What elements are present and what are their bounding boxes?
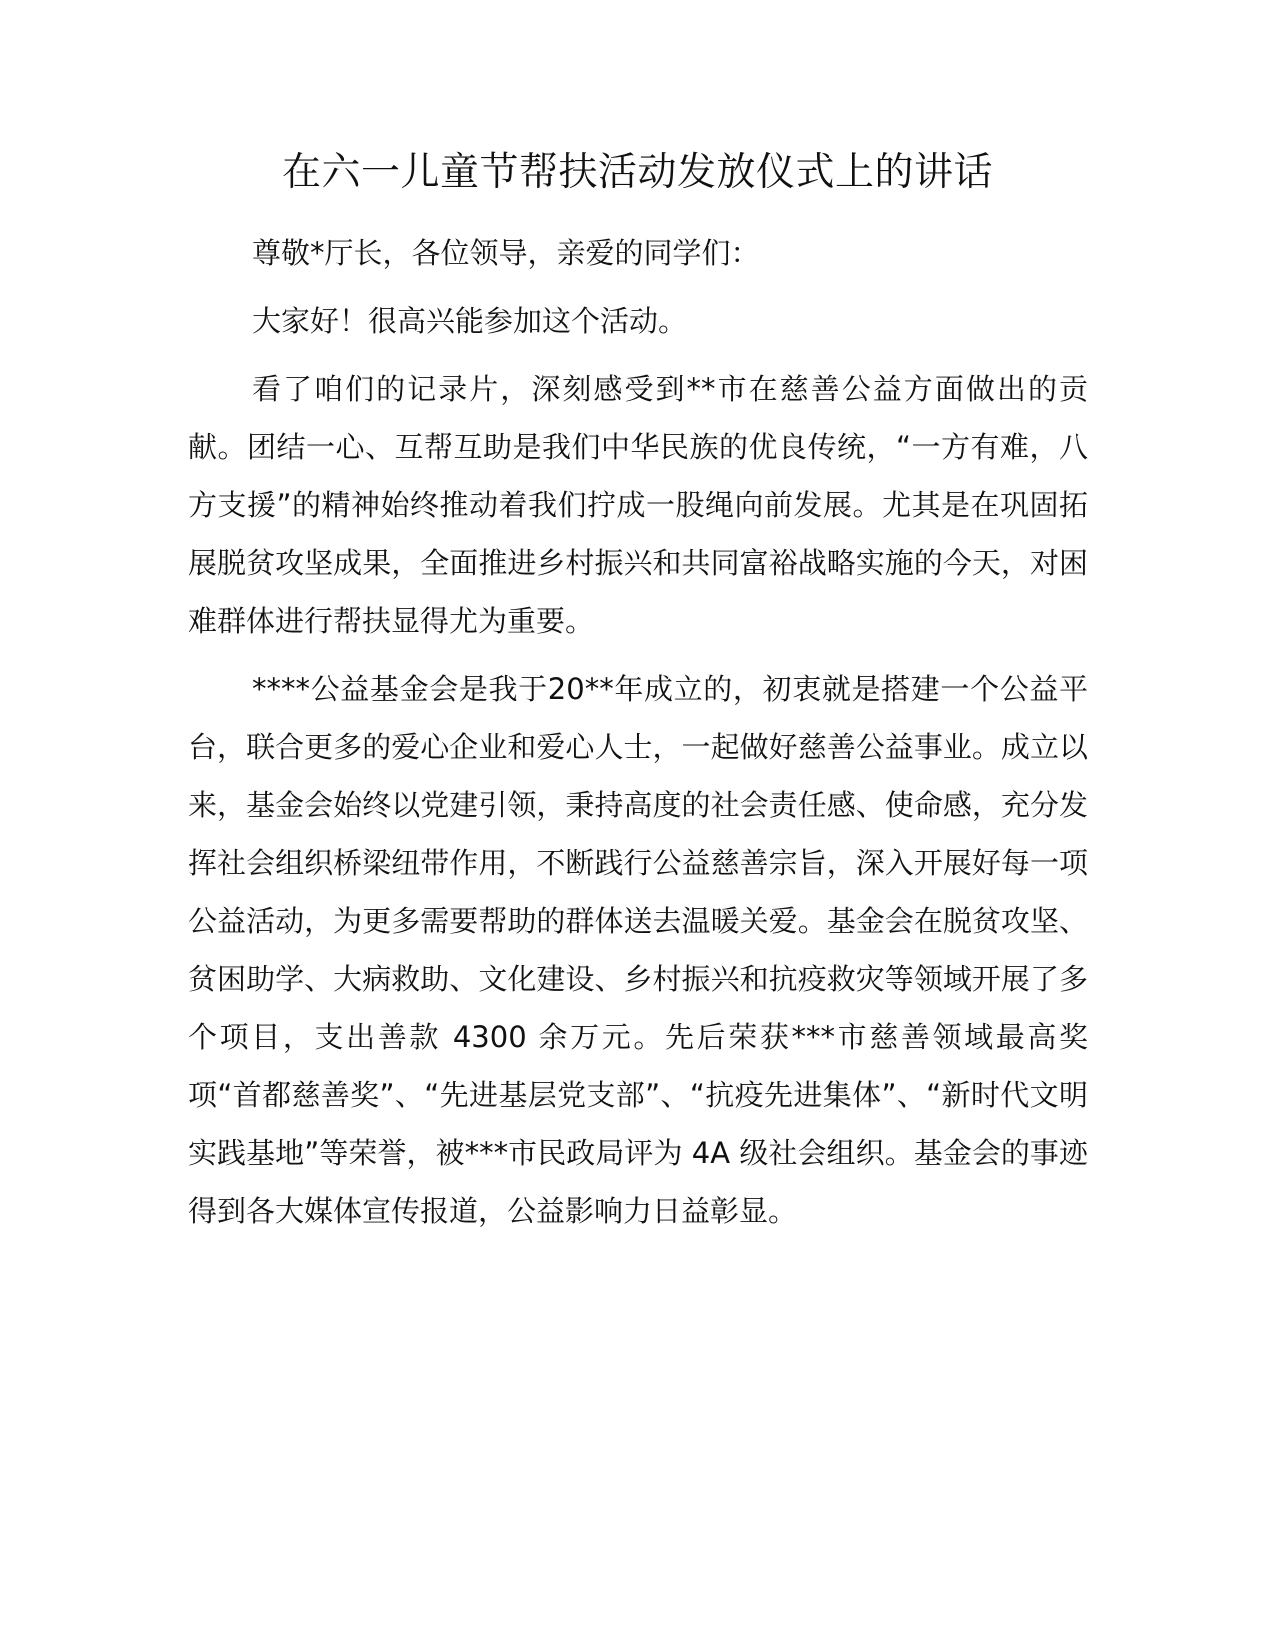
body-paragraph: 看了咱们的记录片，深刻感受到**市在慈善公益方面做出的贡献。团结一心、互帮互助是我们中华民族的优良传统，“一方有难，八方支援”的精神始终推动着我们拧成一股绳向前发展。尤其是在巩固拓展脱贫攻坚成果，全面推进乡村振兴和共同富裕战略实施的今天，对困难群体进行帮扶显得尤为重要。 (188, 372, 1088, 638)
document-title: 在六一儿童节帮扶活动发放仪式上的讲话 (281, 150, 993, 195)
greeting-paragraph: 大家好！很高兴能参加这个活动。 (252, 304, 688, 338)
salutation-paragraph: 尊敬*厅长，各位领导，亲爱的同学们： (252, 236, 760, 270)
body-paragraph: ****公益基金会是我于20**年成立的，初衷就是搭建一个公益平台，联合更多的爱心企业和爱心人士，一起做好慈善公益事业。成立以来，基金会始终以党建引领，秉持高度的社会责任感、使命感，充分发挥社会组织桥梁纽带作用，不断践行公益慈善宗旨，深入开展好每一项公益活动，为更多需要帮助的群体送去温暖关爱。基金会在脱贫攻坚、贫困助学、大病救助、文化建设、乡村振兴和抗疫救灾等领域开展了多个项目，支出善款 4300 余万元。先后荣获***市慈善领域最高奖项“首都慈善奖”、“先进基层党支部”、“抗疫先进集体”、“新时代文明实践基地”等荣誉，被***市民政局评为 4A 级社会组织。基金会的事迹得到各大媒体宣传报道，公益影响力日益彰显。 (188, 672, 1088, 1228)
document-body (188, 224, 1088, 1250)
